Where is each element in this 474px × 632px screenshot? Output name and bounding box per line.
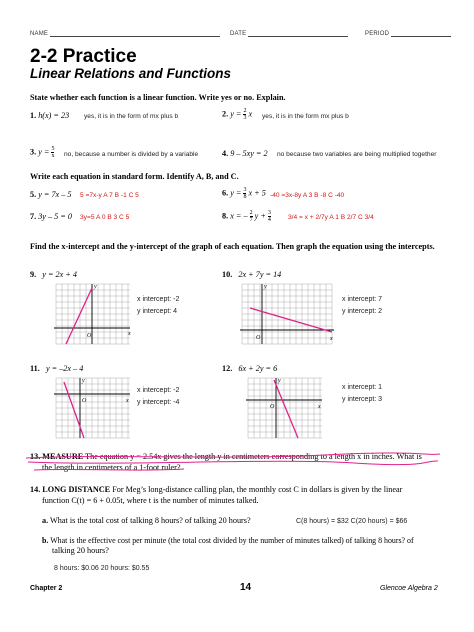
expression-part: x + 5	[248, 188, 266, 198]
fraction-top: 5	[51, 146, 55, 152]
answer-3: no, because a number is divided by a variable	[64, 151, 199, 158]
strike-line	[34, 469, 184, 470]
fraction	[243, 187, 246, 200]
part-label: b.	[42, 536, 49, 545]
answer-5: 5 =7x-y A 7 B -1 C 5	[80, 192, 139, 199]
x-axis-label: x	[330, 336, 333, 342]
fraction-bottom: 7	[249, 217, 253, 223]
question-14-line1	[30, 485, 402, 494]
date-field	[230, 30, 348, 37]
question-expression: 9 – 5xy = 2	[230, 149, 268, 158]
strike-line	[28, 461, 438, 465]
origin-label: O	[270, 404, 275, 410]
question-text: The equation y = 2.54x gives the length y in centimeters corresponding to a length x in inches. What is	[85, 452, 422, 461]
graph-10	[240, 282, 336, 346]
fraction	[268, 210, 271, 223]
y-axis-label: y	[94, 284, 97, 290]
fraction	[51, 146, 54, 159]
question-number: 4.	[222, 149, 229, 158]
graph-9	[54, 282, 134, 346]
answer-14b: 8 hours: $0.06 20 hours: $0.55	[54, 565, 150, 572]
x-intercept-12: x intercept: 1	[342, 384, 383, 391]
expression-part: y =	[38, 147, 50, 157]
question-number: 11.	[30, 364, 40, 373]
question-14a	[42, 516, 251, 525]
question-number: 12.	[222, 364, 233, 373]
question-number: 2.	[222, 109, 229, 119]
period-label: PERIOD	[365, 31, 390, 37]
question-4	[222, 149, 268, 158]
question-2	[222, 108, 252, 121]
y-intercept-9: y intercept: 4	[137, 308, 178, 315]
question-expression: y = –2x – 4	[45, 364, 84, 373]
question-number: 10.	[222, 270, 233, 279]
y-intercept-10: y intercept: 2	[342, 308, 383, 315]
expression-part: y =	[230, 109, 242, 119]
section3-instruction: Find the x-intercept and the y-intercept of the graph of each equation. Then graph the equation using the intercepts.	[30, 242, 435, 251]
question-8	[222, 210, 271, 223]
question-expression: y = 7x – 5	[38, 190, 72, 199]
fraction-bottom: 4	[267, 217, 271, 223]
question-number: 14.	[30, 485, 41, 494]
part-label: a.	[42, 516, 49, 525]
graph-12	[246, 376, 326, 440]
fraction-top: 2	[249, 210, 253, 216]
x-axis-label: x	[318, 404, 321, 410]
grid	[56, 284, 130, 344]
question-expression: 2x + 7y = 14	[238, 270, 282, 279]
x-intercept-9: x intercept: -2	[137, 296, 180, 303]
fraction-top: 2	[243, 108, 247, 114]
part-text: What is the total cost of talking 8 hours? of talking 20 hours?	[50, 516, 251, 525]
section1-instruction: State whether each function is a linear function. Write yes or no. Explain.	[30, 93, 286, 102]
question-number: 3.	[30, 147, 37, 157]
x-intercept-10: x intercept: 7	[342, 296, 383, 303]
question-14b-line2: talking 20 hours?	[52, 546, 109, 555]
fraction-bottom: 3	[243, 115, 247, 121]
page-subtitle: Linear Relations and Functions	[30, 66, 232, 81]
question-number: 6.	[222, 188, 229, 198]
question-number: 13.	[30, 452, 41, 461]
origin-label: O	[256, 335, 261, 341]
footer-chapter: Chapter 2	[30, 585, 63, 592]
answer-14a: C(8 hours) = $32 C(20 hours) = $66	[296, 518, 408, 525]
question-expression: h(x) = 23	[38, 111, 70, 120]
y-intercept-11: y intercept: -4	[137, 399, 180, 406]
question-number: 8.	[222, 211, 229, 221]
x-intercept-11: x intercept: -2	[137, 387, 180, 394]
question-number: 1.	[30, 111, 37, 120]
y-axis-label: y	[278, 378, 281, 384]
question-number: 7.	[30, 212, 37, 221]
fraction-top: 3	[243, 187, 247, 193]
question-expression: 3y – 5 = 0	[38, 212, 72, 221]
footer-page-number: 14	[240, 582, 252, 593]
part-text: What is the effective cost per minute (the total cost divided by the number of minutes talked) of talking 8 hours? of	[50, 536, 414, 545]
section2-instruction: Write each equation in standard form. Identify A, B, and C.	[30, 172, 239, 181]
graph-10-label	[222, 270, 281, 279]
grid	[56, 378, 130, 438]
x-axis-label: x	[128, 331, 131, 337]
question-3	[30, 146, 54, 159]
fraction-bottom: x	[51, 153, 55, 159]
fraction	[250, 210, 253, 223]
question-label: MEASURE	[42, 452, 84, 461]
graph-11-label	[30, 364, 83, 373]
name-label: NAME	[30, 31, 49, 37]
expression-part: x	[248, 109, 253, 119]
question-7	[30, 212, 72, 221]
date-label: DATE	[230, 31, 247, 37]
question-text: For Meg’s long-distance calling plan, the monthly cost C in dollars is given by the linear	[112, 485, 403, 494]
name-field	[30, 30, 220, 37]
question-5	[30, 190, 71, 199]
question-number: 9.	[30, 270, 37, 279]
graph-9-label	[30, 270, 77, 279]
period-field	[365, 30, 451, 37]
answer-7: 3y=5 A 0 B 3 C 5	[80, 214, 130, 221]
question-expression: y = 2x + 4	[42, 270, 77, 279]
strike-marks	[24, 446, 444, 478]
question-14-line2: function C(t) = 6 + 0.05t, where t is the number of minutes talked.	[42, 496, 259, 505]
question-number: 5.	[30, 190, 37, 199]
answer-4: no because two variables are being multiplied together	[277, 151, 437, 158]
answer-8: 3/4 = x + 2/7y A 1 B 2/7 C 3/4	[288, 214, 374, 221]
y-axis-label: y	[264, 284, 267, 290]
expression-part: x = –	[230, 211, 248, 221]
answer-6: -40 =3x-8y A 3 B -8 C -40	[270, 192, 345, 199]
footer-book-title: Glencoe Algebra 2	[380, 585, 438, 592]
graph-11	[54, 376, 134, 440]
question-6	[222, 187, 266, 200]
question-1	[30, 111, 69, 120]
graph-line	[274, 380, 298, 438]
fraction-bottom: 8	[243, 194, 247, 200]
page-title: 2-2 Practice	[30, 46, 137, 67]
fraction	[243, 108, 246, 121]
name-line	[50, 30, 220, 37]
question-13-line2: the length in centimeters of a 1-foot ruler?	[42, 463, 181, 472]
graph-12-label	[222, 364, 277, 373]
expression-part: y +	[254, 211, 266, 221]
question-14b-line1	[42, 536, 414, 545]
y-intercept-12: y intercept: 3	[342, 396, 383, 403]
date-line	[248, 30, 348, 37]
period-line	[391, 30, 451, 37]
origin-label: O	[82, 398, 87, 404]
strike-line	[26, 453, 440, 458]
x-axis-label: x	[126, 398, 129, 404]
question-expression: 6x + 2y = 6	[238, 364, 278, 373]
answer-2: yes, it is in the form mx plus b	[262, 113, 349, 120]
answer-1: yes, it is in the form of mx plus b	[84, 113, 179, 120]
expression-part: y =	[230, 188, 242, 198]
origin-label: O	[87, 333, 92, 339]
question-label: LONG DISTANCE	[42, 485, 111, 494]
fraction-top: 3	[267, 210, 271, 216]
y-axis-label: y	[82, 378, 85, 384]
